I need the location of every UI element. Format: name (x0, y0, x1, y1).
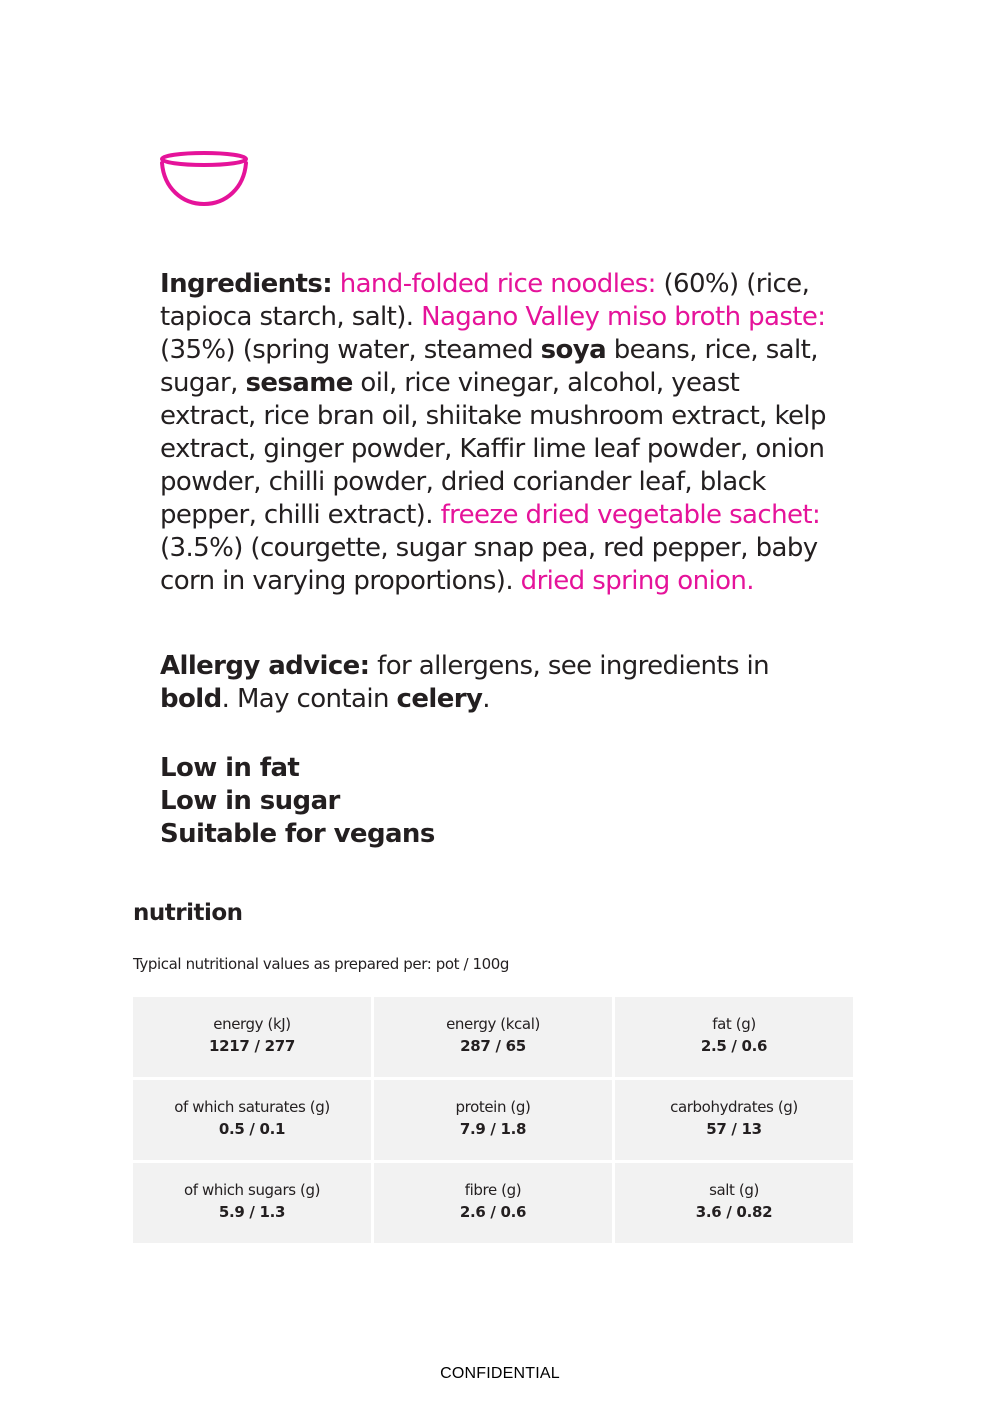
nutrition-cell-label: fibre (g) (464, 1181, 522, 1199)
nutrition-title: nutrition (133, 900, 243, 926)
claim-low-fat: Low in fat (160, 753, 300, 783)
allergen-sesame: sesame (245, 368, 353, 398)
nutrition-cell-fibre (374, 1163, 612, 1243)
claim-low-sugar: Low in sugar (160, 786, 340, 816)
nutrition-table (133, 997, 853, 1243)
nutrition-cell-energy-kj (133, 997, 371, 1077)
bowl-icon (158, 150, 250, 208)
nutrition-cell-label: fat (g) (712, 1015, 756, 1033)
nutrition-cell-label: salt (g) (709, 1181, 759, 1199)
nutrition-cell-value: 0.5 / 0.1 (218, 1120, 286, 1138)
ingredient-rice-noodles: hand-folded rice noodles: (339, 269, 656, 299)
nutrition-cell-fat (615, 997, 853, 1077)
dietary-claims (160, 752, 435, 851)
nutrition-cell-salt (615, 1163, 853, 1243)
ingredient-vegetable-sachet: freeze dried vegetable sachet: (440, 500, 821, 530)
confidential-footer: CONFIDENTIAL (440, 1365, 560, 1382)
ingredient-miso-broth-detail-b: beans, rice, salt, sugar, (160, 335, 818, 398)
nutrition-cell-label: energy (kcal) (446, 1015, 540, 1033)
nutrition-cell-label: carbohydrates (g) (670, 1098, 798, 1116)
nutrition-cell-value: 3.6 / 0.82 (695, 1203, 773, 1221)
nutrition-cell-value: 2.5 / 0.6 (700, 1037, 768, 1055)
allergy-text-a: for allergens, see ingredients in (369, 651, 770, 681)
allergen-celery: celery (396, 684, 483, 714)
ingredients-label: Ingredients: (160, 269, 333, 299)
nutrition-cell-label: energy (kJ) (213, 1015, 291, 1033)
allergy-text-c: . (482, 684, 490, 714)
ingredient-miso-broth: Nagano Valley miso broth paste: (421, 302, 826, 332)
nutrition-cell-saturates (133, 1080, 371, 1160)
nutrition-cell-energy-kcal (374, 997, 612, 1077)
allergy-bold-word: bold (160, 684, 222, 714)
nutrition-cell-carbohydrates (615, 1080, 853, 1160)
nutrition-cell-value: 1217 / 277 (209, 1037, 295, 1055)
nutrition-cell-protein (374, 1080, 612, 1160)
nutrition-cell-value: 57 / 13 (706, 1120, 762, 1138)
claim-vegan: Suitable for vegans (160, 819, 435, 849)
ingredient-miso-broth-detail-a: (35%) (spring water, steamed (160, 335, 541, 365)
allergy-text-b: . May contain (221, 684, 397, 714)
ingredient-spring-onion: dried spring onion. (520, 566, 754, 596)
allergy-advice (160, 650, 840, 716)
allergen-soya: soya (540, 335, 607, 365)
nutrition-cell-label: of which sugars (g) (183, 1181, 321, 1199)
nutrition-cell-value: 7.9 / 1.8 (459, 1120, 527, 1138)
nutrition-subtitle: Typical nutritional values as prepared per: pot / 100g (133, 955, 510, 973)
ingredient-miso-broth-detail-c: oil, rice vinegar, alcohol, yeast extract, rice bran oil, shiitake mushroom extract, kelp extract, ginger powder, Kaffir lime leaf powder, onion powder, chilli powder, dried coriander leaf, black pepper, chilli extract). (160, 368, 826, 530)
nutrition-cell-value: 5.9 / 1.3 (218, 1203, 286, 1221)
nutrition-cell-value: 287 / 65 (460, 1037, 526, 1055)
ingredient-vegetable-sachet-detail: (3.5%) (courgette, sugar snap pea, red pepper, baby corn in varying proportions). (160, 533, 818, 596)
allergy-label: Allergy advice: (160, 651, 370, 681)
nutrition-cell-label: protein (g) (455, 1098, 531, 1116)
ingredients-paragraph (160, 268, 840, 598)
ingredient-rice-noodles-detail: (60%) (rice, tapioca starch, salt). (160, 269, 810, 332)
nutrition-cell-sugars (133, 1163, 371, 1243)
nutrition-cell-label: of which saturates (g) (174, 1098, 330, 1116)
nutrition-cell-value: 2.6 / 0.6 (459, 1203, 527, 1221)
